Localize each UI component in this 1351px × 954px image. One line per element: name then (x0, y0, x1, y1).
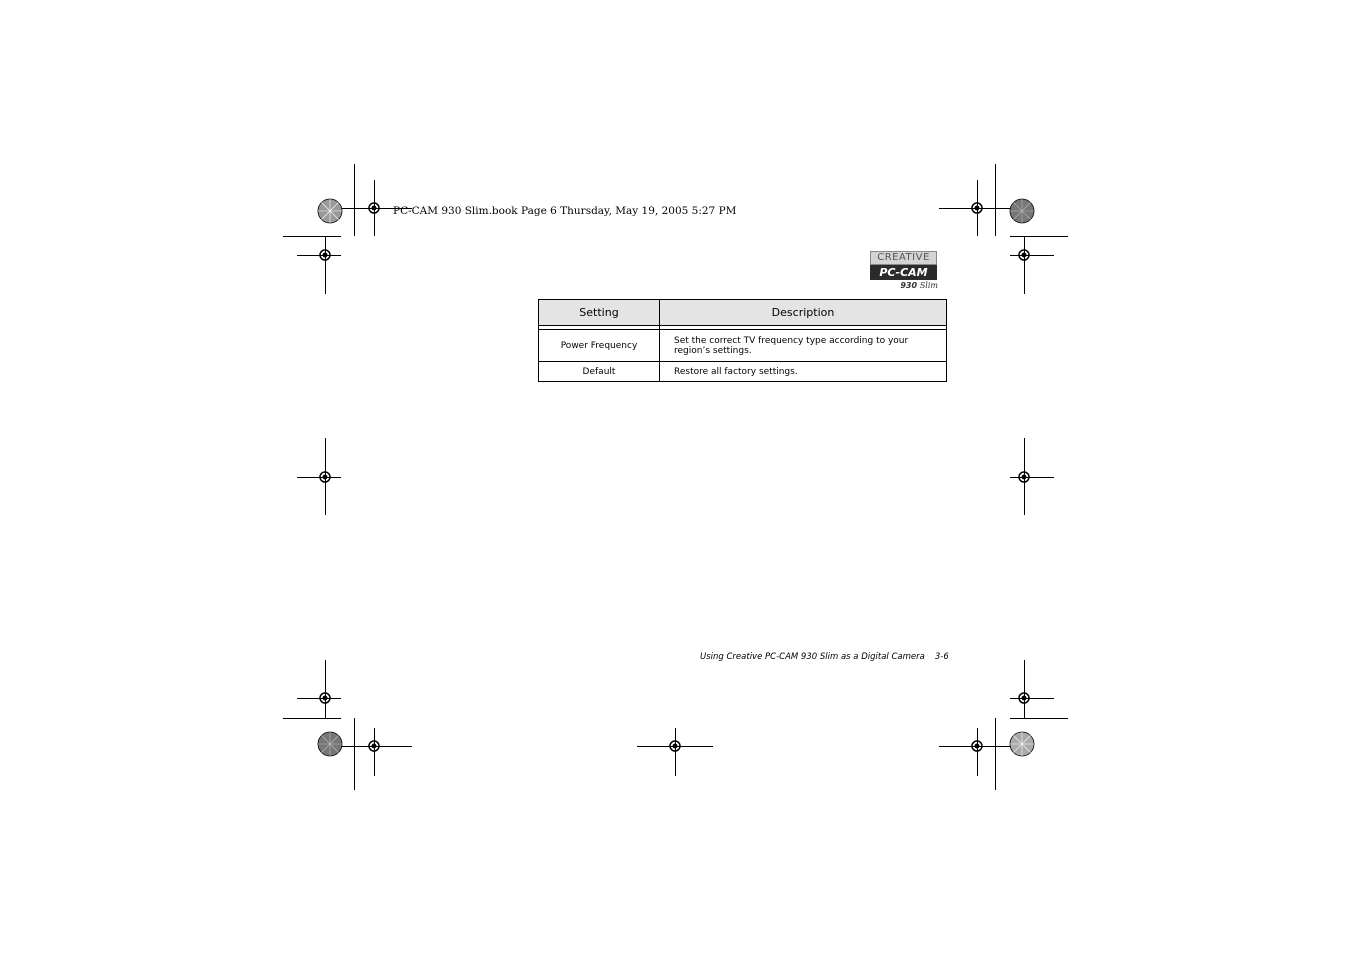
setting-cell: Default (539, 362, 660, 382)
column-header-description: Description (660, 300, 947, 326)
page-footer (700, 652, 949, 662)
registration-target-icon (1017, 470, 1031, 484)
registration-starburst-icon (317, 198, 343, 224)
registration-starburst-icon (317, 731, 343, 757)
registration-target-icon (1017, 691, 1031, 705)
registration-target-icon (318, 470, 332, 484)
registration-starburst-icon (1009, 198, 1035, 224)
registration-target-icon (970, 201, 984, 215)
description-cell: Set the correct TV frequency type according to your region’s settings. (660, 330, 947, 362)
registration-target-icon (367, 739, 381, 753)
settings-table (538, 299, 947, 382)
registration-target-icon (318, 691, 332, 705)
logo-model-number: 930 (900, 281, 918, 290)
logo-model-suffix: Slim (919, 281, 938, 290)
registration-target-icon (970, 739, 984, 753)
logo-model (900, 281, 938, 290)
column-header-setting: Setting (539, 300, 660, 326)
table-row (539, 330, 947, 362)
logo-brand: CREATIVE (870, 251, 937, 265)
registration-target-icon (318, 248, 332, 262)
description-cell: Restore all factory settings. (660, 362, 947, 382)
setting-cell: Power Frequency (539, 330, 660, 362)
table-header-row (539, 300, 947, 326)
product-logo (870, 251, 940, 293)
registration-starburst-icon (1009, 731, 1035, 757)
running-head: PC-CAM 930 Slim.book Page 6 Thursday, May 19, 2005 5:27 PM (393, 205, 737, 217)
registration-target-icon (367, 201, 381, 215)
registration-target-icon (668, 739, 682, 753)
logo-product: PC-CAM (870, 265, 937, 280)
table-row (539, 362, 947, 382)
footer-title: Using Creative PC-CAM 930 Slim as a Digital Camera (700, 652, 925, 662)
registration-target-icon (1017, 248, 1031, 262)
page-number: 3-6 (934, 652, 949, 662)
